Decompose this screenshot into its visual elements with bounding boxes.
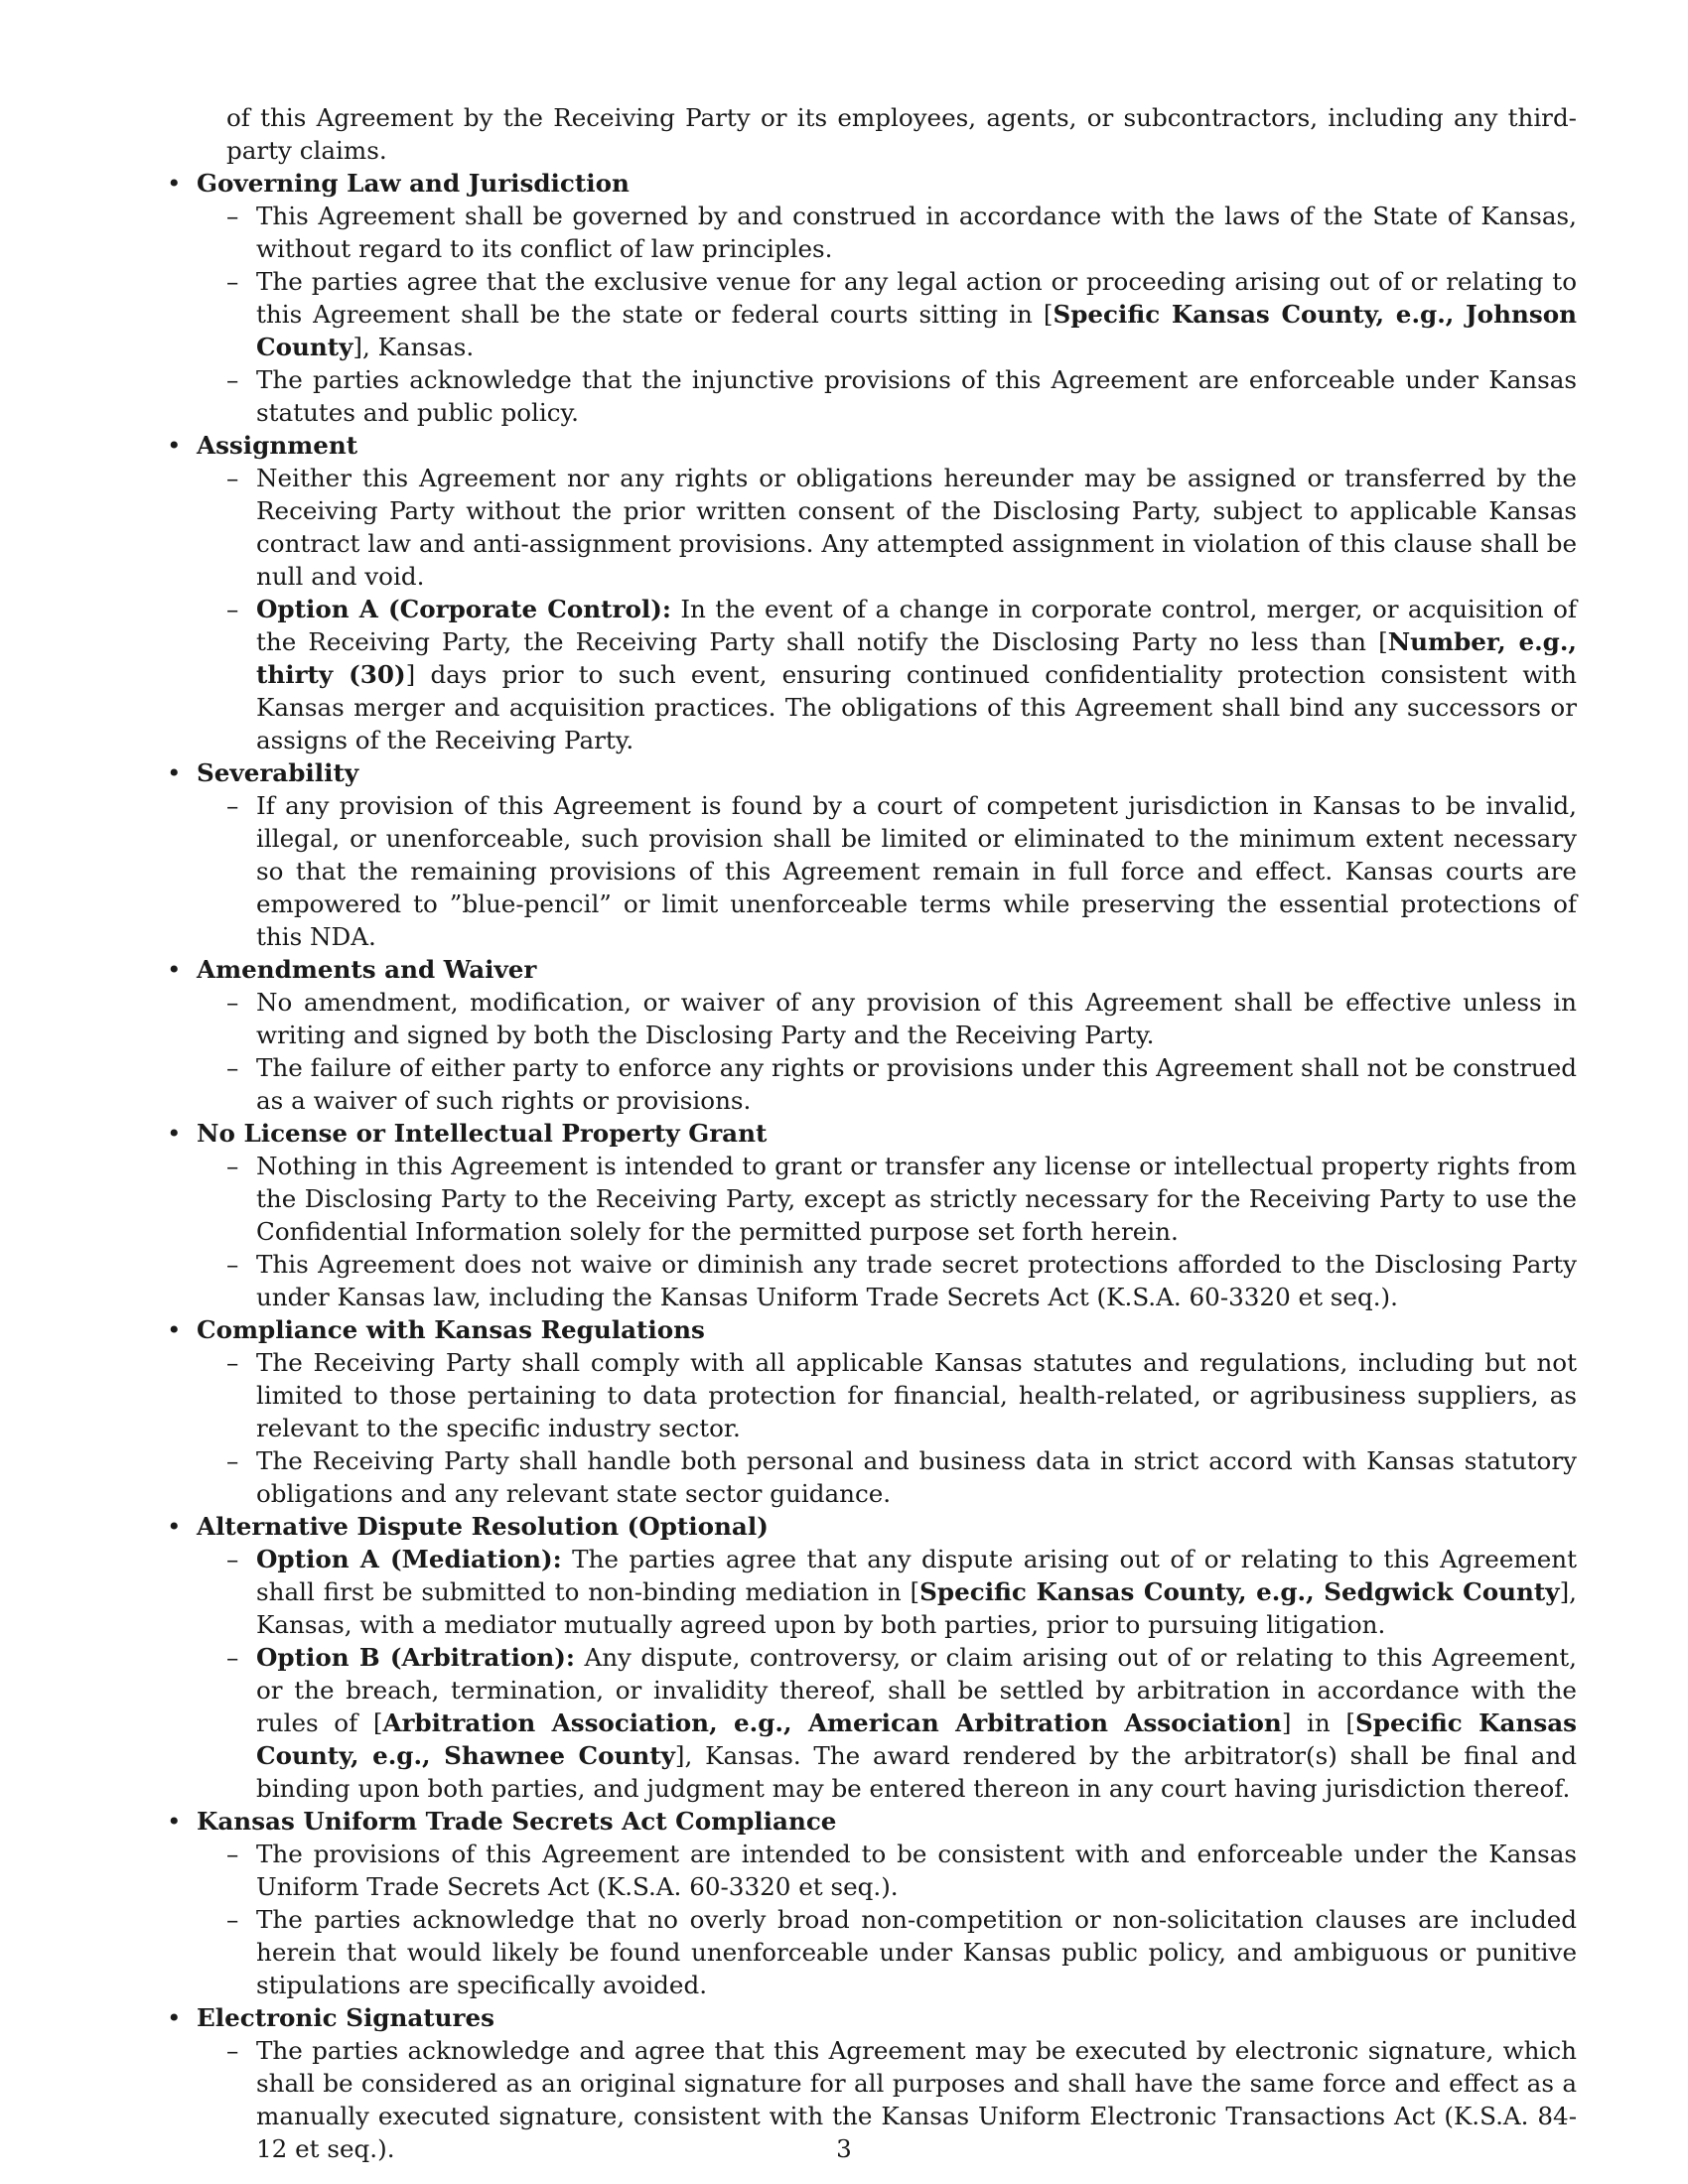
section-clause [226,1543,1577,1641]
section-item [167,953,1577,1117]
bullet-icon: • [167,1512,182,1541]
dash-icon: – [226,464,239,492]
clause-text: ], Kansas, with a mediator mutually agreed upon by both parties, prior to pursuing litigation. [256,1577,1577,1639]
clause-text: ], Kansas. [352,333,475,361]
section-clause [226,1444,1577,1510]
dash-icon: – [226,1643,239,1672]
section-title: Amendments and Waiver [197,955,537,984]
clause-text: Nothing in this Agreement is intended to grant or transfer any license or intellectual property rights from the Disclosing Party to the Receiving Party, except as strictly necessary for the Receiving Party to use the Confidential Information solely for the permitted purpose set forth herein. [256,1152,1577,1246]
document-page [167,101,1577,2165]
section-title: No License or Intellectual Property Grant [197,1119,768,1148]
clause-text: The parties agree that any dispute arising out of or relating to this Agreement shall first be submitted to non-binding mediation in [ [256,1545,1577,1606]
clause-bold-text: Specific Kansas County, e.g., Sedgwick County [919,1577,1560,1606]
page-number: 3 [836,2134,852,2163]
section-item [167,1510,1577,1805]
section-clause [226,462,1577,593]
clause-text: ] in [ [1281,1708,1355,1737]
section-clause [226,789,1577,953]
section-clause [226,1248,1577,1313]
section-item [167,756,1577,953]
section-item [167,1313,1577,1510]
clause-text: The parties acknowledge that no overly broad non-competition or non-solicitation clauses are included herein that would likely be found unenforceable under Kansas public policy, and ambiguous or punitive stipulations are specifically avoided. [256,1905,1577,1999]
dash-icon: – [226,1545,239,1573]
dash-icon: – [226,267,239,296]
section-item [167,429,1577,756]
clause-text: Any dispute, controversy, or claim arising out of or relating to this Agreement, or the breach, termination, or invalidity thereof, shall be settled by arbitration in accordance with the rules of [ [256,1643,1577,1737]
clause-text: The parties acknowledge that the injunctive provisions of this Agreement are enforceable under Kansas statutes and public policy. [256,365,1577,427]
dash-icon: – [226,1152,239,1180]
bullet-icon: • [167,2003,182,2032]
section-title: Kansas Uniform Trade Secrets Act Compliance [197,1807,837,1836]
clause-text: The failure of either party to enforce any rights or provisions under this Agreement shall not be construed as a waiver of such rights or provisions. [256,1053,1577,1115]
dash-icon: – [226,202,239,230]
section-clause [226,1051,1577,1117]
clause-bold-text: Option A (Corporate Control): [256,595,671,623]
dash-icon: – [226,1250,239,1279]
clause-text: Neither this Agreement nor any rights or obligations hereunder may be assigned or transferred by the Receiving Party without the prior written consent of the Disclosing Party, subject to applicable Kansas contract law and anti-assignment provisions. Any attempted assignment in violation of this clause shall be null and void. [256,464,1577,591]
clause-text: The parties acknowledge and agree that this Agreement may be executed by electronic signature, which shall be considered as an original signature for all purposes and shall have the same force and effect as a manually executed signature, consistent with the Kansas Uniform Electronic Transactions Act (K.S.A. 84-12 et seq.). [256,2036,1577,2163]
section-title: Electronic Signatures [197,2003,495,2032]
dash-icon: – [226,1840,239,1868]
bullet-icon: • [167,431,182,460]
clause-text: This Agreement does not waive or diminish any trade secret protections afforded to the Disclosing Party under Kansas law, including the Kansas Uniform Trade Secrets Act (K.S.A. 60-3320 et seq.). [256,1250,1577,1311]
section-clause [226,1346,1577,1444]
dash-icon: – [226,791,239,820]
clause-bold-text: Arbitration Association, e.g., American Arbitration Association [382,1708,1282,1737]
section-clause [226,265,1577,363]
clause-bold-text: Option B (Arbitration): [256,1643,575,1672]
bullet-icon: • [167,1119,182,1148]
clause-text: The provisions of this Agreement are intended to be consistent with and enforceable under the Kansas Uniform Trade Secrets Act (K.S.A. 60-3320 et seq.). [256,1840,1577,1901]
section-clause [226,200,1577,265]
section-clause [226,1838,1577,1903]
dash-icon: – [226,988,239,1017]
dash-icon: – [226,1446,239,1475]
section-list [167,167,1577,2165]
clause-bold-text: Specific Kansas County, e.g., Shawnee County [256,1708,1577,1770]
section-clause [226,593,1577,756]
clause-text: The Receiving Party shall handle both personal and business data in strict accord with Kansas statutory obligations and any relevant state sector guidance. [256,1446,1577,1508]
dash-icon: – [226,1905,239,1934]
section-item [167,1117,1577,1313]
dash-icon: – [226,2036,239,2065]
continuation-paragraph: of this Agreement by the Receiving Party or its employees, agents, or subcontractors, including any third-party claims. [226,103,1577,165]
dash-icon: – [226,595,239,623]
dash-icon: – [226,1348,239,1377]
dash-icon: – [226,1053,239,1082]
section-title: Severability [197,758,359,787]
bullet-icon: • [167,1315,182,1344]
clause-text: ], Kansas. The award rendered by the arbitrator(s) shall be final and binding upon both parties, and judgment may be entered thereon in any court having jurisdiction thereof. [256,1741,1577,1803]
clause-text: No amendment, modification, or waiver of any provision of this Agreement shall be effective unless in writing and signed by both the Disclosing Party and the Receiving Party. [256,988,1577,1049]
section-title: Assignment [197,431,358,460]
section-clause [226,1150,1577,1248]
section-title: Governing Law and Jurisdiction [197,169,630,198]
bullet-icon: • [167,758,182,787]
clause-text: In the event of a change in corporate control, merger, or acquisition of the Receiving Party, the Receiving Party shall notify the Disclosing Party no less than [ [256,595,1577,656]
clause-text: The parties agree that the exclusive venue for any legal action or proceeding arising out of or relating to this Agreement shall be the state or federal courts sitting in [ [256,267,1577,329]
clause-bold-text: Number, e.g., thirty (30) [256,627,1577,689]
bullet-icon: • [167,169,182,198]
section-clause [226,986,1577,1051]
section-clause [226,1903,1577,2001]
section-clause [226,363,1577,429]
clause-bold-text: Option A (Mediation): [256,1545,562,1573]
bullet-icon: • [167,955,182,984]
dash-icon: – [226,365,239,394]
clause-text: ] days prior to such event, ensuring continued confidentiality protection consistent with Kansas merger and acquisition practices. The obligations of this Agreement shall bind any successors or assigns of the Receiving Party. [256,660,1577,754]
section-item [167,167,1577,429]
section-title: Compliance with Kansas Regulations [197,1315,705,1344]
section-item [167,1805,1577,2001]
section-title: Alternative Dispute Resolution (Optional) [197,1512,769,1541]
clause-text: The Receiving Party shall comply with all applicable Kansas statutes and regulations, including but not limited to those pertaining to data protection for financial, health-related, or agribusiness suppliers, as relevant to the specific industry sector. [256,1348,1577,1442]
bullet-icon: • [167,1807,182,1836]
clause-bold-text: Specific Kansas County, e.g., Johnson County [256,300,1577,361]
clause-text: This Agreement shall be governed by and construed in accordance with the laws of the State of Kansas, without regard to its conflict of law principles. [256,202,1577,263]
clause-text: If any provision of this Agreement is found by a court of competent jurisdiction in Kansas to be invalid, illegal, or unenforceable, such provision shall be limited or eliminated to the minimum extent necessary so that the remaining provisions of this Agreement remain in full force and effect. Kansas courts are empowered to ”blue-pencil” or limit unenforceable terms while preserving the essential protections of this NDA. [256,791,1577,951]
section-clause [226,1641,1577,1805]
